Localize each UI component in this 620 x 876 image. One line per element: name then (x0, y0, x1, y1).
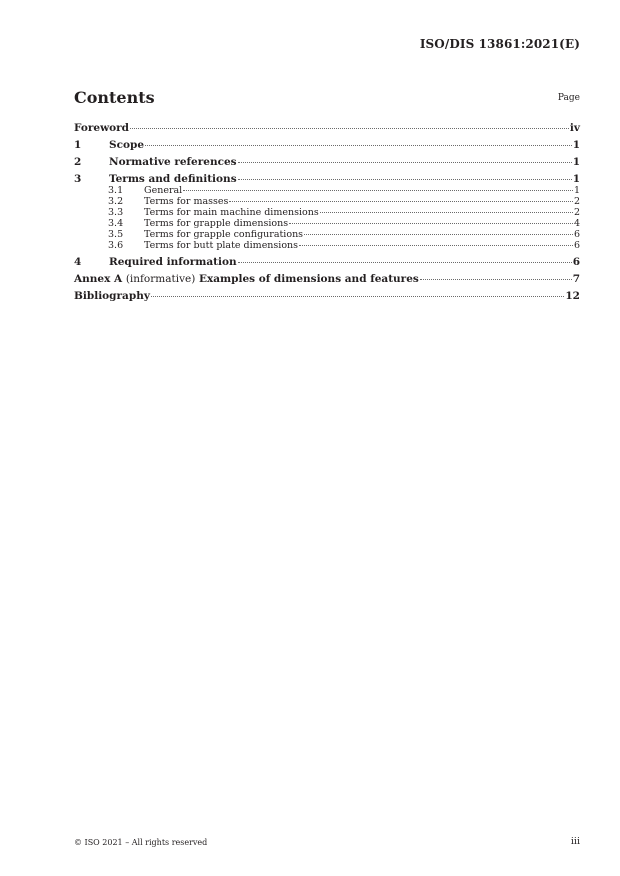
toc-entry-annex-a[interactable] (74, 273, 580, 285)
annex-label: Annex A (74, 273, 123, 285)
dot-leader (289, 223, 573, 224)
toc-entry-page: iv (569, 122, 580, 134)
toc-entry-general[interactable] (74, 185, 580, 196)
page-column-label: Page (557, 93, 580, 103)
toc-entry-page: 12 (565, 290, 580, 302)
dot-leader (420, 279, 572, 280)
toc-entry-title: Scope (109, 139, 145, 151)
toc-entry-terms-for-masses[interactable] (74, 196, 580, 207)
annex-title: Examples of dimensions and features (198, 273, 419, 285)
toc-entry-page: 1 (573, 185, 580, 196)
document-identifier: ISO/DIS 13861:2021(E) (419, 37, 580, 51)
toc-entry-number: 3.4 (108, 218, 124, 229)
toc-entry-page: 7 (572, 273, 580, 285)
toc-entry-terms-and-definitions[interactable] (74, 173, 580, 185)
toc-entry-title: Terms for main machine dimensions (144, 207, 319, 218)
toc-entry-page: 6 (572, 256, 580, 268)
dot-leader (145, 145, 572, 146)
page-number: iii (570, 836, 580, 847)
toc-entry-number: 3.2 (108, 196, 124, 207)
toc-entry-title: Terms for masses (144, 196, 229, 207)
toc-entry-terms-for-butt-plate-dimensions[interactable] (74, 240, 580, 251)
toc-entry-title (74, 273, 419, 285)
toc-entry-title: Terms for grapple dimensions (144, 218, 289, 229)
toc-entry-normative-references[interactable] (74, 156, 580, 168)
toc-entry-title: Normative references (109, 156, 237, 168)
toc-entry-number: 1 (74, 139, 82, 151)
toc-entry-foreword[interactable] (74, 122, 580, 134)
toc-entry-number: 3.5 (108, 229, 124, 240)
toc-entry-title: Foreword (74, 122, 130, 134)
dot-leader (299, 245, 573, 246)
toc-entry-terms-for-grapple-configurations[interactable] (74, 229, 580, 240)
toc-entry-required-information[interactable] (74, 256, 580, 268)
toc-entry-page: 6 (573, 240, 580, 251)
dot-leader (151, 296, 564, 297)
toc-entry-number: 2 (74, 156, 82, 168)
toc-entry-title: Terms and definitions (109, 173, 237, 185)
dot-leader (130, 128, 569, 129)
dot-leader (238, 262, 572, 263)
toc-entry-number: 3.3 (108, 207, 124, 218)
toc-entry-page: 2 (573, 196, 580, 207)
toc-entry-terms-for-grapple-dimensions[interactable] (74, 218, 580, 229)
toc-entry-title: Terms for butt plate dimensions (144, 240, 299, 251)
toc-entry-terms-for-main-machine-dimensions[interactable] (74, 207, 580, 218)
toc-entry-scope[interactable] (74, 139, 580, 151)
table-of-contents (74, 122, 580, 302)
toc-entry-page: 6 (573, 229, 580, 240)
dot-leader (238, 162, 572, 163)
dot-leader (320, 212, 573, 213)
toc-entry-page: 2 (573, 207, 580, 218)
toc-entry-title: Bibliography (74, 290, 150, 302)
toc-entry-bibliography[interactable] (74, 290, 580, 302)
toc-entry-title: Terms for grapple configurations (144, 229, 304, 240)
toc-entry-title: Required information (109, 256, 237, 268)
toc-entry-page: 1 (572, 139, 580, 151)
toc-entry-page: 1 (572, 173, 580, 185)
dot-leader (238, 179, 572, 180)
toc-entry-page: 1 (572, 156, 580, 168)
copyright-notice: © ISO 2021 – All rights reserved (74, 838, 208, 847)
toc-entry-number: 3.6 (108, 240, 124, 251)
dot-leader (183, 190, 573, 191)
toc-entry-page: 4 (573, 218, 580, 229)
toc-entry-number: 4 (74, 256, 82, 268)
annex-type: (informative) (125, 273, 196, 285)
toc-entry-number: 3.1 (108, 185, 124, 196)
contents-heading: Contents (74, 88, 155, 107)
toc-entry-number: 3 (74, 173, 82, 185)
dot-leader (304, 234, 573, 235)
dot-leader (229, 201, 573, 202)
toc-entry-title: General (144, 185, 183, 196)
